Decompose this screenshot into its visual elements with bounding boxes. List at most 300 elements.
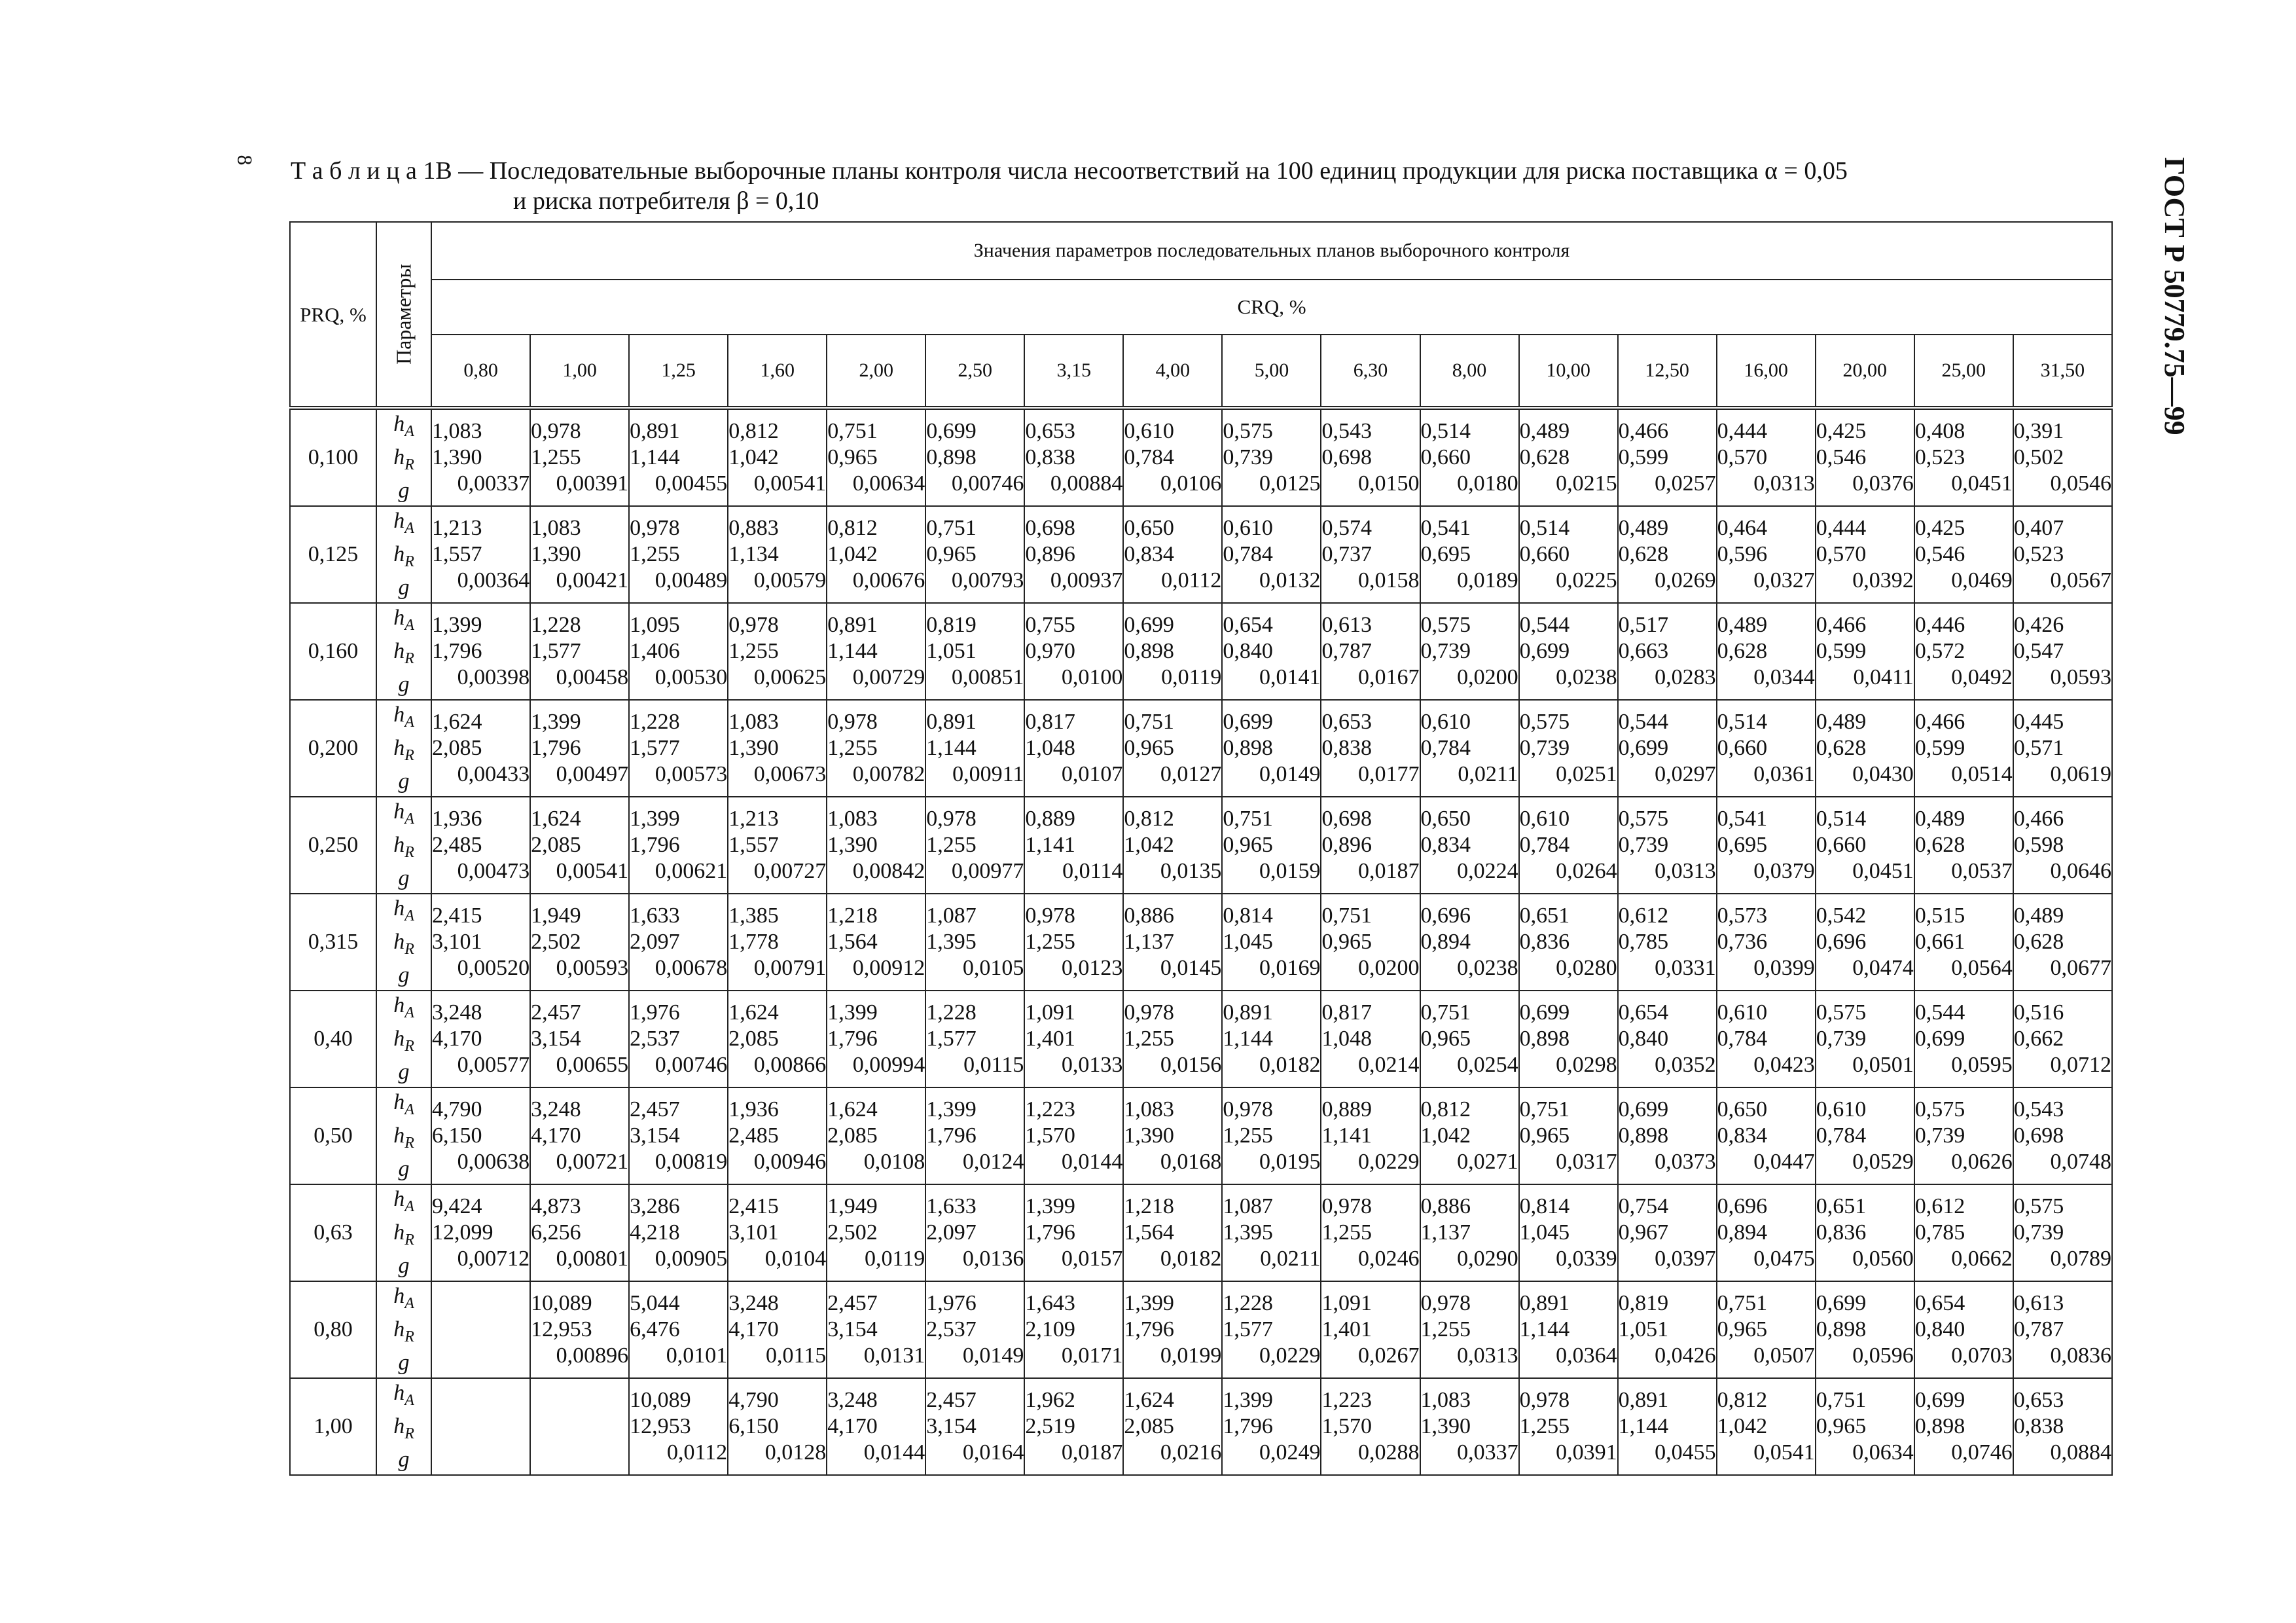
cell-ha: 0,650 [1124,516,1174,540]
cell-g [432,1343,529,1369]
table-cell [1914,1378,2013,1475]
symbol-sub-r: R [404,746,414,764]
cell-g: 0,0145 [1160,956,1222,980]
cell-hr: 0,661 [1914,930,1965,954]
cell-g [432,1440,529,1466]
table-cell [1024,603,1123,700]
table-cell [1420,991,1519,1087]
table-cell [431,1184,530,1281]
cell-ha: 0,699 [1618,1097,1669,1122]
cell-g: 0,0748 [2050,1150,2111,1174]
cell-g: 0,0189 [1457,568,1518,593]
table-cell [728,1087,827,1184]
cell-hr: 2,109 [1025,1317,1075,1341]
cell-g: 0,00337 [457,471,530,496]
table-cell [629,991,728,1087]
symbol-sub-a: A [404,1198,414,1215]
cell-hr: 0,737 [1321,542,1372,566]
table-cell [530,506,629,603]
caption-line-2: и риска потребителя β = 0,10 [513,187,819,215]
crq-value-header: 3,15 [1024,335,1123,408]
table-cell [925,991,1024,1087]
sampling-plans-table [289,221,2113,1476]
table-cell [1816,506,1914,603]
cell-hr: 2,085 [827,1123,878,1148]
cell-hr: 0,898 [1914,1414,1965,1438]
cell-g: 0,0119 [1161,665,1222,689]
cell-ha: 0,650 [1717,1097,1768,1122]
cell-hr: 2,085 [531,833,581,857]
symbol-h: h [393,896,405,921]
cell-ha: 1,624 [432,710,482,734]
cell-g: 0,0593 [2050,665,2111,689]
cell-hr: 2,537 [926,1317,977,1341]
cell-hr: 1,042 [1124,833,1174,857]
cell-ha: 2,457 [531,1000,581,1025]
table-cell [629,1184,728,1281]
cell-g: 0,00791 [753,956,827,980]
symbol-sub-r: R [404,456,414,473]
table-cell [1123,991,1222,1087]
cell-g: 0,0180 [1457,471,1518,496]
cell-ha: 0,978 [1025,903,1075,928]
cell-hr: 0,965 [926,542,977,566]
cell-g: 0,0537 [1951,859,2013,883]
cell-g: 0,0379 [1753,859,1815,883]
table-cell [2013,700,2112,797]
table-cell [1816,603,1914,700]
symbol-h: h [393,799,405,824]
cell-ha: 1,385 [728,903,779,928]
table-cell [1618,797,1717,894]
cell-hr: 2,085 [1124,1414,1174,1438]
cell-g: 0,0397 [1655,1247,1716,1271]
cell-ha: 0,751 [1321,903,1372,928]
cell-g: 0,0634 [1852,1440,1914,1465]
cell-g: 0,00398 [457,665,530,689]
cell-g: 0,00793 [951,568,1024,593]
cell-g: 0,00782 [852,762,925,786]
table-cell [728,700,827,797]
table-row [290,1378,2112,1475]
prq-value: 0,315 [290,894,376,991]
cell-g: 0,0200 [1457,665,1518,689]
cell-hr: 1,042 [1420,1123,1471,1148]
cell-hr: 1,796 [827,1027,878,1051]
cell-ha: 1,936 [728,1097,779,1122]
cell-g: 0,0290 [1457,1247,1518,1271]
symbol-h: h [393,509,405,534]
cell-g: 0,00676 [852,568,925,593]
cell-hr: 0,834 [1420,833,1471,857]
cell-hr: 0,599 [1914,736,1965,760]
symbol-sub-r: R [404,649,414,667]
table-cell [1816,991,1914,1087]
cell-hr: 0,894 [1717,1220,1768,1245]
table-cell [1420,1378,1519,1475]
cell-hr: 4,170 [827,1414,878,1438]
cell-g: 0,00458 [556,665,629,689]
table-cell [1618,894,1717,991]
cell-ha: 0,699 [926,419,977,443]
cell-hr: 1,255 [926,833,977,857]
table-cell [2013,408,2112,506]
cell-ha: 0,466 [2013,807,2064,831]
cell-hr: 0,898 [1124,639,1174,663]
cell-ha: 0,425 [1914,516,1965,540]
cell-g: 0,0373 [1655,1150,1716,1174]
cell-ha: 0,444 [1816,516,1867,540]
cell-g: 0,0216 [1160,1440,1222,1465]
cell-ha: 0,654 [1223,613,1273,637]
cell-g: 0,0703 [1951,1343,2013,1368]
cell-ha: 0,612 [1914,1194,1965,1218]
cell-hr: 0,898 [926,445,977,469]
cell-hr: 3,154 [630,1123,680,1148]
symbol-h: h [393,1414,405,1438]
cell-hr: 0,571 [2013,736,2064,760]
cell-ha: 0,698 [1025,516,1075,540]
cell-ha: 0,650 [1420,807,1471,831]
cell-g: 0,0364 [1556,1343,1617,1368]
cell-g: 0,0646 [2050,859,2111,883]
cell-hr: 0,898 [1816,1317,1867,1341]
cell-ha: 0,812 [1420,1097,1471,1122]
table-row [290,700,2112,797]
cell-ha: 1,643 [1025,1291,1075,1315]
cell-hr: 3,154 [531,1027,581,1051]
cell-ha: 1,936 [432,807,482,831]
cell-hr: 1,390 [1124,1123,1174,1148]
table-cell [925,506,1024,603]
cell-g: 0,00638 [457,1150,530,1174]
crq-value-header: 0,80 [431,335,530,408]
cell-g: 0,00977 [951,859,1024,883]
cell-ha: 0,751 [926,516,977,540]
table-cell [530,1378,629,1475]
cell-g: 0,00911 [952,762,1024,786]
table-cell [1914,506,2013,603]
cell-hr: 3,154 [926,1414,977,1438]
cell-g: 0,0104 [764,1247,827,1271]
cell-hr: 0,523 [2013,542,2064,566]
cell-g: 0,00678 [655,956,728,980]
table-cell [1519,991,1618,1087]
table-row [290,603,2112,700]
table-cell [925,603,1024,700]
cell-g: 0,00746 [951,471,1024,496]
table-cell [1420,506,1519,603]
table-cell [1519,894,1618,991]
cell-ha: 1,949 [531,903,581,928]
cell-g: 0,0141 [1259,665,1321,689]
cell-hr: 1,255 [728,639,779,663]
table-cell [827,603,925,700]
cell-hr: 1,255 [630,542,680,566]
cell-hr: 2,097 [926,1220,977,1245]
cell-ha: 0,978 [1420,1291,1471,1315]
cell-ha: 1,083 [432,419,482,443]
table-cell [431,1087,530,1184]
cell-ha: 2,457 [827,1291,878,1315]
cell-ha: 1,083 [827,807,878,831]
table-cell [1618,1087,1717,1184]
cell-ha: 1,083 [1124,1097,1174,1122]
table-cell [1123,1378,1222,1475]
param-symbols [376,506,431,603]
cell-g: 0,00455 [655,471,728,496]
table-cell [431,1378,530,1475]
param-symbols [376,797,431,894]
table-cell [1816,1378,1914,1475]
cell-g: 0,0107 [1061,762,1123,786]
cell-g: 0,00421 [556,568,629,593]
cell-ha: 0,812 [1124,807,1174,831]
prq-value: 0,125 [290,506,376,603]
cell-ha: 0,696 [1420,903,1471,928]
cell-g: 0,0254 [1457,1053,1518,1077]
cell-g: 0,00866 [753,1053,827,1077]
cell-hr: 0,695 [1420,542,1471,566]
cell-ha: 1,399 [926,1097,977,1122]
cell-hr: 1,042 [728,445,779,469]
cell-ha: 0,541 [1717,807,1768,831]
cell-hr: 3,101 [432,930,482,954]
cell-hr: 1,255 [1223,1123,1273,1148]
cell-g: 0,0200 [1358,956,1420,980]
cell-g: 0,0426 [1655,1343,1716,1368]
table-cell [1914,408,2013,506]
table-cell [1024,991,1123,1087]
cell-hr: 1,564 [1124,1220,1174,1245]
cell-ha: 0,517 [1618,613,1669,637]
symbol-g: g [398,1059,410,1084]
cell-hr: 0,894 [1420,930,1471,954]
param-symbols [376,894,431,991]
cell-g: 0,0392 [1852,568,1914,593]
cell-hr: 1,045 [1519,1220,1570,1245]
cell-ha: 0,814 [1223,903,1273,928]
cell-ha: 3,248 [432,1000,482,1025]
cell-g: 0,00541 [556,859,629,883]
table-cell [629,506,728,603]
crq-values-row [290,335,2112,408]
cell-hr: 0,739 [1618,833,1669,857]
cell-hr: 0,785 [1914,1220,1965,1245]
cell-g: 0,0169 [1259,956,1321,980]
table-cell [1222,1281,1321,1378]
cell-hr: 1,144 [926,736,977,760]
cell-g: 0,00579 [753,568,827,593]
cell-g: 0,0225 [1556,568,1617,593]
cell-g: 0,0280 [1556,956,1617,980]
cell-g: 0,00905 [655,1247,728,1271]
cell-hr: 0,523 [1914,445,1965,469]
crq-value-header: 6,30 [1321,335,1420,408]
cell-ha: 0,466 [1816,613,1867,637]
cell-ha: 0,698 [1321,807,1372,831]
symbol-h: h [393,702,405,727]
cell-ha: 0,575 [2013,1194,2064,1218]
table-cell [1321,894,1420,991]
table-row [290,1281,2112,1378]
cell-ha: 0,751 [1223,807,1273,831]
table-cell [1321,506,1420,603]
cell-g: 0,0177 [1358,762,1420,786]
table-cell [1420,408,1519,506]
crq-value-header: 2,50 [925,335,1024,408]
cell-ha: 0,751 [1519,1097,1570,1122]
cell-g: 0,0474 [1852,956,1914,980]
symbol-h: h [393,1284,405,1309]
table-cell [530,797,629,894]
cell-hr: 0,698 [1321,445,1372,469]
crq-value-header: 10,00 [1519,335,1618,408]
table-cell [629,700,728,797]
cell-ha: 0,610 [1717,1000,1768,1025]
cell-g: 0,0313 [1457,1343,1518,1368]
table-caption [291,156,1848,216]
symbol-h: h [393,736,405,760]
symbol-sub-r: R [404,1231,414,1249]
cell-ha: 1,976 [926,1291,977,1315]
cell-hr: 0,699 [1914,1027,1965,1051]
cell-g: 0,0131 [863,1343,925,1368]
table-cell [728,1378,827,1475]
table-cell [1420,1281,1519,1378]
cell-g: 0,00577 [457,1053,530,1077]
cell-g: 0,0164 [962,1440,1024,1465]
table-cell [827,1087,925,1184]
cell-ha: 1,624 [827,1097,878,1122]
cell-ha: 3,248 [531,1097,581,1122]
cell-g: 0,00497 [556,762,629,786]
page-number: 8 [233,155,257,166]
symbol-g: g [398,962,410,987]
cell-g: 0,0423 [1753,1053,1815,1077]
cell-ha: 0,653 [1025,419,1075,443]
cell-ha: 2,415 [728,1194,779,1218]
cell-g: 0,0391 [1556,1440,1617,1465]
cell-ha: 0,654 [1914,1291,1965,1315]
cell-ha: 0,444 [1717,419,1768,443]
table-cell [629,408,728,506]
cell-g: 0,00721 [556,1150,629,1174]
crq-header: CRQ, % [431,280,2112,335]
table-cell [1914,797,2013,894]
cell-g: 0,0836 [2050,1343,2111,1368]
cell-g: 0,0182 [1160,1247,1222,1271]
cell-g: 0,0224 [1457,859,1518,883]
cell-g: 0,0149 [1259,762,1321,786]
cell-ha: 0,754 [1618,1194,1669,1218]
cell-hr: 1,390 [432,445,482,469]
table-cell [1024,506,1123,603]
cell-ha: 0,978 [1223,1097,1273,1122]
cell-g: 0,00884 [1050,471,1123,496]
table-cell [1914,894,2013,991]
table-cell [728,991,827,1087]
param-symbols [376,603,431,700]
cell-ha: 0,819 [926,613,977,637]
table-cell [1321,1184,1420,1281]
table-row [290,506,2112,603]
cell-g: 0,00729 [852,665,925,689]
cell-g: 0,0133 [1061,1053,1123,1077]
cell-hr: 0,695 [1717,833,1768,857]
cell-ha: 0,610 [1124,419,1174,443]
table-cell [1914,1184,2013,1281]
cell-ha: 0,575 [1816,1000,1867,1025]
param-symbols [376,1184,431,1281]
cell-g: 0,0168 [1160,1150,1222,1174]
cell-ha: 0,817 [1321,1000,1372,1025]
prq-value: 0,100 [290,408,376,506]
cell-g: 0,0249 [1259,1440,1321,1465]
cell-hr: 0,784 [1124,445,1174,469]
cell-hr: 2,537 [630,1027,680,1051]
cell-g: 0,0337 [1457,1440,1518,1465]
table-cell [925,408,1024,506]
prq-value: 0,200 [290,700,376,797]
cell-g: 0,0238 [1556,665,1617,689]
cell-hr: 1,401 [1025,1027,1075,1051]
table-cell [1321,797,1420,894]
cell-g: 0,0529 [1852,1150,1914,1174]
table-cell [530,1184,629,1281]
prq-value: 0,50 [290,1087,376,1184]
table-cell [827,408,925,506]
table-cell [1717,797,1816,894]
table-cell [1717,506,1816,603]
cell-hr: 0,970 [1025,639,1075,663]
param-symbols [376,1378,431,1475]
cell-hr: 1,144 [827,639,878,663]
cell-g: 0,00541 [753,471,827,496]
cell-g: 0,0283 [1655,665,1716,689]
table-cell [827,797,925,894]
cell-ha: 1,399 [1025,1194,1075,1218]
table-cell [1816,894,1914,991]
cell-g: 0,0127 [1160,762,1222,786]
cell-hr: 0,967 [1618,1220,1669,1245]
cell-ha: 1,399 [630,807,680,831]
cell-g: 0,0144 [863,1440,925,1465]
cell-hr: 2,485 [432,833,482,857]
cell-g: 0,0507 [1753,1343,1815,1368]
table-cell [1123,797,1222,894]
cell-g: 0,0331 [1655,956,1716,980]
table-cell [1519,700,1618,797]
cell-hr: 0,546 [1914,542,1965,566]
table-cell [1618,1281,1717,1378]
prq-header: PRQ, % [290,222,376,408]
cell-ha: 0,978 [926,807,977,831]
cell-ha: 1,624 [1124,1388,1174,1412]
cell-hr: 6,150 [728,1414,779,1438]
cell-ha: 0,573 [1717,903,1768,928]
cell-hr: 0,785 [1618,930,1669,954]
cell-ha: 1,399 [432,613,482,637]
table-row [290,1184,2112,1281]
table-cell [827,700,925,797]
table-cell [2013,1087,2112,1184]
cell-g: 0,0136 [962,1247,1024,1271]
cell-g: 0,00573 [655,762,728,786]
cell-hr: 6,476 [630,1317,680,1341]
cell-hr: 0,739 [1816,1027,1867,1051]
table-cell [1618,1378,1717,1475]
